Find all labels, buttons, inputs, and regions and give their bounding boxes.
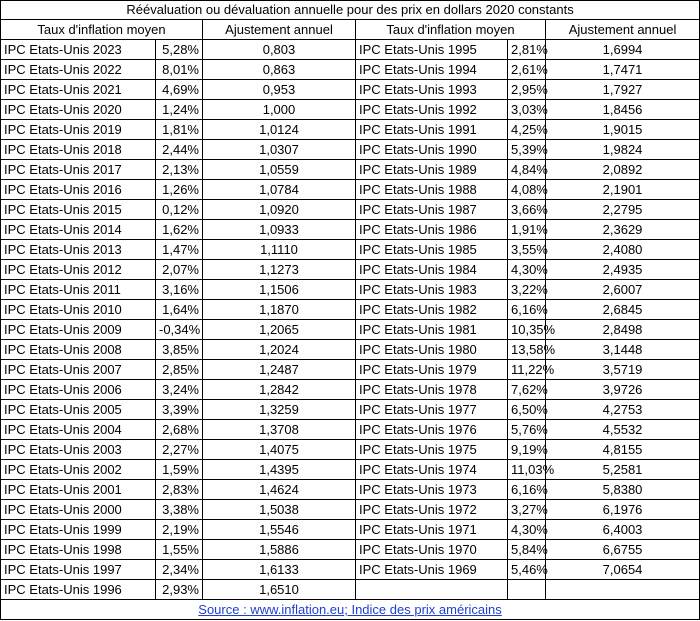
header-rate-right: Taux d'inflation moyen xyxy=(356,20,546,40)
cpi-label: IPC Etats-Unis 1976 xyxy=(356,420,508,440)
cpi-label: IPC Etats-Unis 1998 xyxy=(1,540,156,560)
inflation-rate: 13,58% xyxy=(508,340,546,360)
cpi-label: IPC Etats-Unis 2020 xyxy=(1,100,156,120)
inflation-rate: 1,55% xyxy=(156,540,203,560)
cpi-label: IPC Etats-Unis 1997 xyxy=(1,560,156,580)
cpi-label: IPC Etats-Unis 1969 xyxy=(356,560,508,580)
inflation-rate: 0,12% xyxy=(156,200,203,220)
inflation-rate: 6,16% xyxy=(508,480,546,500)
cpi-label: IPC Etats-Unis 1999 xyxy=(1,520,156,540)
inflation-rate: 3,16% xyxy=(156,280,203,300)
table-row xyxy=(1,400,700,420)
cpi-label: IPC Etats-Unis 1989 xyxy=(356,160,508,180)
annual-adjustment: 1,9824 xyxy=(546,140,700,160)
cpi-label: IPC Etats-Unis 2013 xyxy=(1,240,156,260)
inflation-rate: 4,25% xyxy=(508,120,546,140)
cpi-label: IPC Etats-Unis 1993 xyxy=(356,80,508,100)
inflation-rate: 3,66% xyxy=(508,200,546,220)
inflation-rate: 4,84% xyxy=(508,160,546,180)
annual-adjustment: 6,1976 xyxy=(546,500,700,520)
inflation-rate: 1,64% xyxy=(156,300,203,320)
annual-adjustment: 1,0559 xyxy=(203,160,356,180)
table-row xyxy=(1,560,700,580)
table-row xyxy=(1,280,700,300)
source-cell xyxy=(1,600,700,620)
inflation-rate: 2,83% xyxy=(156,480,203,500)
inflation-rate: 3,03% xyxy=(508,100,546,120)
table-row xyxy=(1,60,700,80)
inflation-rate: 3,24% xyxy=(156,380,203,400)
inflation-rate: 2,19% xyxy=(156,520,203,540)
table-row xyxy=(1,140,700,160)
empty-cell xyxy=(508,580,546,600)
annual-adjustment: 1,1506 xyxy=(203,280,356,300)
inflation-rate: 3,27% xyxy=(508,500,546,520)
inflation-rate: 1,81% xyxy=(156,120,203,140)
cpi-label: IPC Etats-Unis 1974 xyxy=(356,460,508,480)
annual-adjustment: 1,6133 xyxy=(203,560,356,580)
table-row xyxy=(1,180,700,200)
header-adjustment-right: Ajustement annuel xyxy=(546,20,700,40)
inflation-rate: 4,69% xyxy=(156,80,203,100)
cpi-label: IPC Etats-Unis 2006 xyxy=(1,380,156,400)
cpi-label: IPC Etats-Unis 2019 xyxy=(1,120,156,140)
inflation-rate: 8,01% xyxy=(156,60,203,80)
annual-adjustment: 1,0920 xyxy=(203,200,356,220)
annual-adjustment: 1,1870 xyxy=(203,300,356,320)
annual-adjustment: 4,2753 xyxy=(546,400,700,420)
annual-adjustment: 2,1901 xyxy=(546,180,700,200)
inflation-rate: 3,38% xyxy=(156,500,203,520)
table-row xyxy=(1,40,700,60)
annual-adjustment: 1,0124 xyxy=(203,120,356,140)
annual-adjustment: 1,2024 xyxy=(203,340,356,360)
annual-adjustment: 1,6510 xyxy=(203,580,356,600)
inflation-rate: 1,47% xyxy=(156,240,203,260)
inflation-rate: 3,55% xyxy=(508,240,546,260)
table-row xyxy=(1,340,700,360)
table-row xyxy=(1,260,700,280)
cpi-label: IPC Etats-Unis 2021 xyxy=(1,80,156,100)
table-row xyxy=(1,380,700,400)
cpi-label: IPC Etats-Unis 1992 xyxy=(356,100,508,120)
cpi-label: IPC Etats-Unis 1996 xyxy=(1,580,156,600)
cpi-label: IPC Etats-Unis 1987 xyxy=(356,200,508,220)
cpi-label: IPC Etats-Unis 2010 xyxy=(1,300,156,320)
annual-adjustment: 0,803 xyxy=(203,40,356,60)
cpi-label: IPC Etats-Unis 1984 xyxy=(356,260,508,280)
annual-adjustment: 0,953 xyxy=(203,80,356,100)
inflation-rate: 2,61% xyxy=(508,60,546,80)
inflation-rate: 2,93% xyxy=(156,580,203,600)
inflation-rate: 4,08% xyxy=(508,180,546,200)
annual-adjustment: 1,000 xyxy=(203,100,356,120)
table-row xyxy=(1,80,700,100)
inflation-rate: 1,26% xyxy=(156,180,203,200)
cpi-label: IPC Etats-Unis 1970 xyxy=(356,540,508,560)
inflation-rate: 1,91% xyxy=(508,220,546,240)
cpi-label: IPC Etats-Unis 2003 xyxy=(1,440,156,460)
inflation-rate: 1,62% xyxy=(156,220,203,240)
inflation-rate: 5,76% xyxy=(508,420,546,440)
annual-adjustment: 1,2065 xyxy=(203,320,356,340)
annual-adjustment: 2,2795 xyxy=(546,200,700,220)
annual-adjustment: 1,4395 xyxy=(203,460,356,480)
cpi-label: IPC Etats-Unis 1983 xyxy=(356,280,508,300)
empty-cell xyxy=(356,580,508,600)
annual-adjustment: 4,8155 xyxy=(546,440,700,460)
annual-adjustment: 1,5886 xyxy=(203,540,356,560)
cpi-label: IPC Etats-Unis 2002 xyxy=(1,460,156,480)
source-link[interactable]: Source : www.inflation.eu; Indice des prix américains xyxy=(198,602,502,617)
cpi-label: IPC Etats-Unis 2000 xyxy=(1,500,156,520)
inflation-rate: 3,85% xyxy=(156,340,203,360)
annual-adjustment: 3,9726 xyxy=(546,380,700,400)
inflation-rate: 7,62% xyxy=(508,380,546,400)
table-row xyxy=(1,440,700,460)
table-row xyxy=(1,240,700,260)
table-row xyxy=(1,320,700,340)
table-row xyxy=(1,360,700,380)
annual-adjustment: 1,5038 xyxy=(203,500,356,520)
annual-adjustment: 2,8498 xyxy=(546,320,700,340)
annual-adjustment: 1,1110 xyxy=(203,240,356,260)
cpi-label: IPC Etats-Unis 2004 xyxy=(1,420,156,440)
source-row xyxy=(1,600,700,620)
annual-adjustment: 1,7927 xyxy=(546,80,700,100)
cpi-label: IPC Etats-Unis 1981 xyxy=(356,320,508,340)
inflation-rate: 3,39% xyxy=(156,400,203,420)
annual-adjustment: 2,3629 xyxy=(546,220,700,240)
inflation-rate: 2,81% xyxy=(508,40,546,60)
cpi-label: IPC Etats-Unis 1972 xyxy=(356,500,508,520)
inflation-rate: 11,22% xyxy=(508,360,546,380)
annual-adjustment: 1,6994 xyxy=(546,40,700,60)
annual-adjustment: 1,2487 xyxy=(203,360,356,380)
annual-adjustment: 1,7471 xyxy=(546,60,700,80)
table-row xyxy=(1,480,700,500)
inflation-rate: 2,13% xyxy=(156,160,203,180)
inflation-rate: 5,46% xyxy=(508,560,546,580)
annual-adjustment: 2,4935 xyxy=(546,260,700,280)
inflation-rate: 2,44% xyxy=(156,140,203,160)
annual-adjustment: 1,3259 xyxy=(203,400,356,420)
header-row xyxy=(1,20,700,40)
annual-adjustment: 1,1273 xyxy=(203,260,356,280)
cpi-label: IPC Etats-Unis 2008 xyxy=(1,340,156,360)
inflation-rate: 2,34% xyxy=(156,560,203,580)
annual-adjustment: 6,4003 xyxy=(546,520,700,540)
annual-adjustment: 5,2581 xyxy=(546,460,700,480)
table-row xyxy=(1,200,700,220)
annual-adjustment: 6,6755 xyxy=(546,540,700,560)
cpi-label: IPC Etats-Unis 1977 xyxy=(356,400,508,420)
inflation-rate: 5,39% xyxy=(508,140,546,160)
cpi-label: IPC Etats-Unis 1995 xyxy=(356,40,508,60)
cpi-label: IPC Etats-Unis 2015 xyxy=(1,200,156,220)
table-row xyxy=(1,540,700,560)
cpi-label: IPC Etats-Unis 1973 xyxy=(356,480,508,500)
table-row xyxy=(1,520,700,540)
annual-adjustment: 1,8456 xyxy=(546,100,700,120)
inflation-rate: 1,24% xyxy=(156,100,203,120)
cpi-label: IPC Etats-Unis 1988 xyxy=(356,180,508,200)
cpi-label: IPC Etats-Unis 2023 xyxy=(1,40,156,60)
cpi-label: IPC Etats-Unis 1991 xyxy=(356,120,508,140)
inflation-rate: 6,50% xyxy=(508,400,546,420)
annual-adjustment: 1,0784 xyxy=(203,180,356,200)
annual-adjustment: 2,0892 xyxy=(546,160,700,180)
cpi-label: IPC Etats-Unis 2007 xyxy=(1,360,156,380)
cpi-label: IPC Etats-Unis 2018 xyxy=(1,140,156,160)
table-row xyxy=(1,120,700,140)
cpi-label: IPC Etats-Unis 2009 xyxy=(1,320,156,340)
cpi-label: IPC Etats-Unis 1994 xyxy=(356,60,508,80)
header-rate-left: Taux d'inflation moyen xyxy=(1,20,203,40)
inflation-rate: 2,07% xyxy=(156,260,203,280)
inflation-rate: 9,19% xyxy=(508,440,546,460)
cpi-label: IPC Etats-Unis 1975 xyxy=(356,440,508,460)
annual-adjustment: 3,1448 xyxy=(546,340,700,360)
table-row xyxy=(1,500,700,520)
cpi-label: IPC Etats-Unis 2012 xyxy=(1,260,156,280)
inflation-rate: 5,28% xyxy=(156,40,203,60)
annual-adjustment: 1,3708 xyxy=(203,420,356,440)
annual-adjustment: 1,0307 xyxy=(203,140,356,160)
inflation-rate: 6,16% xyxy=(508,300,546,320)
table-row xyxy=(1,160,700,180)
inflation-rate: 3,22% xyxy=(508,280,546,300)
annual-adjustment: 3,5719 xyxy=(546,360,700,380)
inflation-rate: 2,68% xyxy=(156,420,203,440)
annual-adjustment: 2,6007 xyxy=(546,280,700,300)
inflation-rate: 1,59% xyxy=(156,460,203,480)
inflation-rate: 4,30% xyxy=(508,260,546,280)
annual-adjustment: 2,4080 xyxy=(546,240,700,260)
cpi-label: IPC Etats-Unis 2005 xyxy=(1,400,156,420)
cpi-label: IPC Etats-Unis 1986 xyxy=(356,220,508,240)
annual-adjustment: 1,0933 xyxy=(203,220,356,240)
table-row xyxy=(1,460,700,480)
table-row xyxy=(1,300,700,320)
inflation-rate: 2,85% xyxy=(156,360,203,380)
annual-adjustment: 1,5546 xyxy=(203,520,356,540)
cpi-label: IPC Etats-Unis 1980 xyxy=(356,340,508,360)
annual-adjustment: 0,863 xyxy=(203,60,356,80)
annual-adjustment: 4,5532 xyxy=(546,420,700,440)
inflation-rate: 10,35% xyxy=(508,320,546,340)
header-adjustment-left: Ajustement annuel xyxy=(203,20,356,40)
cpi-label: IPC Etats-Unis 1979 xyxy=(356,360,508,380)
cpi-label: IPC Etats-Unis 2001 xyxy=(1,480,156,500)
annual-adjustment: 2,6845 xyxy=(546,300,700,320)
annual-adjustment: 1,4624 xyxy=(203,480,356,500)
table-row xyxy=(1,420,700,440)
inflation-rate: 2,27% xyxy=(156,440,203,460)
cpi-label: IPC Etats-Unis 2017 xyxy=(1,160,156,180)
cpi-label: IPC Etats-Unis 2022 xyxy=(1,60,156,80)
inflation-rate: 5,84% xyxy=(508,540,546,560)
inflation-rate: 2,95% xyxy=(508,80,546,100)
cpi-label: IPC Etats-Unis 2016 xyxy=(1,180,156,200)
annual-adjustment: 1,4075 xyxy=(203,440,356,460)
cpi-label: IPC Etats-Unis 1985 xyxy=(356,240,508,260)
cpi-label: IPC Etats-Unis 1978 xyxy=(356,380,508,400)
annual-adjustment: 1,9015 xyxy=(546,120,700,140)
empty-cell xyxy=(546,580,700,600)
table-title: Réévaluation ou dévaluation annuelle pour des prix en dollars 2020 constants xyxy=(1,1,700,20)
cpi-label: IPC Etats-Unis 2014 xyxy=(1,220,156,240)
inflation-rate: 4,30% xyxy=(508,520,546,540)
cpi-label: IPC Etats-Unis 2011 xyxy=(1,280,156,300)
annual-adjustment: 7,0654 xyxy=(546,560,700,580)
table-row xyxy=(1,220,700,240)
cpi-label: IPC Etats-Unis 1982 xyxy=(356,300,508,320)
cpi-label: IPC Etats-Unis 1971 xyxy=(356,520,508,540)
inflation-rate: -0,34% xyxy=(156,320,203,340)
cpi-label: IPC Etats-Unis 1990 xyxy=(356,140,508,160)
table-row xyxy=(1,580,700,600)
table-row xyxy=(1,100,700,120)
inflation-rate: 11,03% xyxy=(508,460,546,480)
title-row xyxy=(1,1,700,20)
annual-adjustment: 1,2842 xyxy=(203,380,356,400)
annual-adjustment: 5,8380 xyxy=(546,480,700,500)
